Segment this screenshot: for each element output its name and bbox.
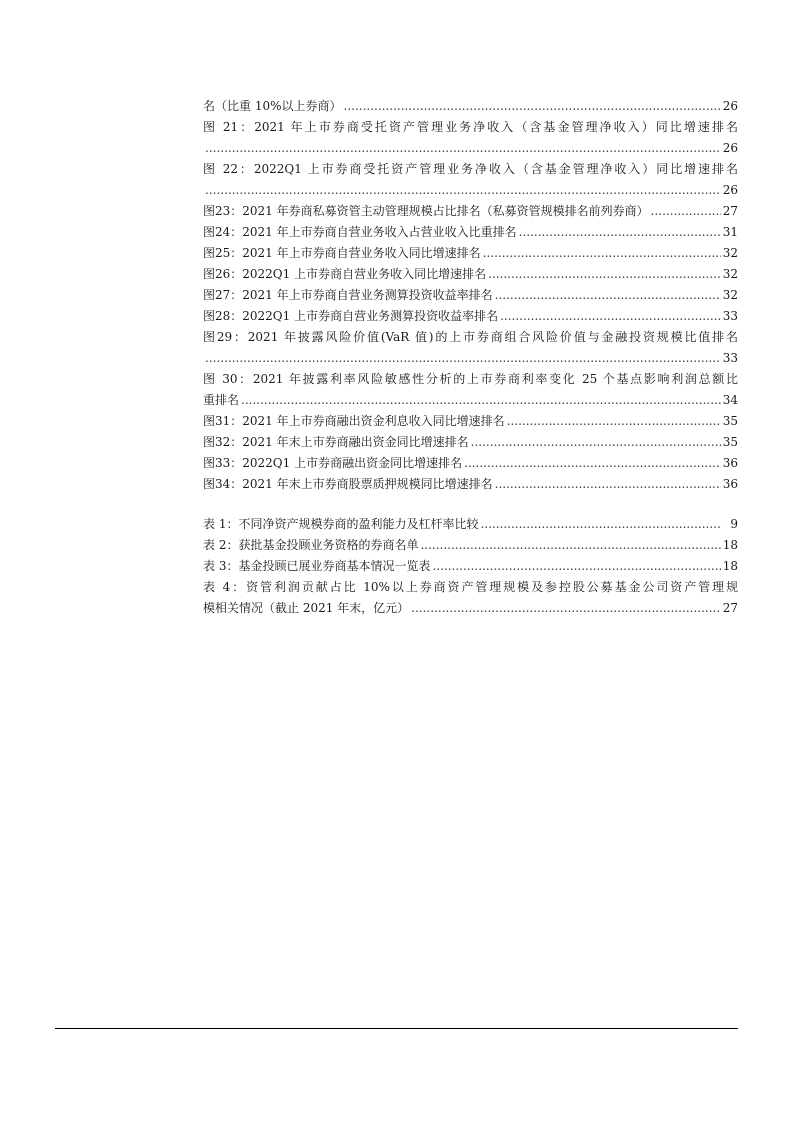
figure-entry[interactable] [203, 117, 738, 159]
figure-entry[interactable] [203, 243, 738, 264]
dot-leader [464, 453, 721, 474]
figure-entry[interactable] [203, 432, 738, 453]
figure-entry-title-line: 图 21：2021 年上市券商受托资产管理业务净收入（含基金管理净收入）同比增速排名 [203, 120, 738, 134]
page-number: 31 [722, 225, 738, 239]
dot-leader [432, 556, 720, 577]
list-of-figures [203, 96, 738, 495]
figure-entry[interactable] [203, 222, 738, 243]
dot-leader [241, 390, 721, 411]
page-number: 35 [722, 414, 738, 428]
figure-entry-line [203, 96, 738, 117]
figure-entry-line [203, 285, 738, 306]
dot-leader [480, 514, 722, 535]
page-number: 35 [722, 435, 738, 449]
figure-entry-line [203, 222, 738, 243]
figure-entry[interactable] [203, 474, 738, 495]
figure-entry[interactable] [203, 327, 738, 369]
figure-entry-line [203, 390, 738, 411]
table-entry-title: 表 1：不同净资产规模券商的盈利能力及杠杆率比较 [203, 517, 479, 531]
table-entry-title: 表 2：获批基金投顾业务资格的券商名单 [203, 538, 419, 552]
table-entry-line [203, 535, 738, 556]
table-entry-title-line: 表 4：资管利润贡献占比 10%以上券商资产管理规模及参控股公募基金公司资产管理规 [203, 580, 738, 594]
figure-entry[interactable] [203, 411, 738, 432]
dot-leader [519, 222, 721, 243]
figure-entry-title: 图33：2022Q1 上市券商融出资金同比增速排名 [203, 456, 463, 470]
figure-entry-line [203, 306, 738, 327]
figure-entry-title: 图27：2021 年上市券商自营业务测算投资收益率排名 [203, 288, 493, 302]
dot-leader [420, 535, 720, 556]
page-number: 9 [730, 517, 738, 531]
table-of-contents [203, 96, 738, 619]
table-entry-line [203, 598, 738, 619]
section-gap [203, 495, 738, 514]
page-number: 26 [722, 141, 738, 155]
figure-entry-title: 图24：2021 年上市券商自营业务收入占营业收入比重排名 [203, 225, 517, 239]
figure-entry-title: 图26：2022Q1 上市券商自营业务收入同比增速排名 [203, 267, 487, 281]
figure-entry[interactable] [203, 306, 738, 327]
dot-leader [507, 411, 721, 432]
table-entry[interactable] [203, 556, 738, 577]
figure-entry-title: 图25：2021 年上市券商自营业务收入同比增速排名 [203, 246, 481, 260]
table-entry-title: 模相关情况（截止 2021 年末，亿元） [203, 601, 410, 615]
figure-entry-title: 图32：2021 年末上市券商融出资金同比增速排名 [203, 435, 469, 449]
page-number: 27 [722, 204, 738, 218]
figure-entry-title: 图28：2022Q1 上市券商自营业务测算投资收益率排名 [203, 309, 499, 323]
page-number: 18 [722, 538, 738, 552]
figure-entry-title: 名（比重 10%以上券商） [203, 99, 342, 113]
dot-leader [495, 285, 721, 306]
list-of-tables [203, 514, 738, 619]
dot-leader [205, 138, 721, 159]
figure-entry-title: 图31：2021 年上市券商融出资金利息收入同比增速排名 [203, 414, 505, 428]
figure-entry-title-line: 图 22：2022Q1 上市券商受托资产管理业务净收入（含基金管理净收入）同比增速排名 [203, 162, 738, 176]
dot-leader [205, 180, 721, 201]
dot-leader [483, 243, 721, 264]
figure-entry[interactable] [203, 96, 738, 117]
dot-leader [495, 474, 721, 495]
page-number: 34 [722, 393, 738, 407]
dot-leader [411, 598, 721, 619]
figure-entry[interactable] [203, 201, 738, 222]
footer-rule [55, 1028, 738, 1029]
table-entry-line [203, 514, 738, 535]
dot-leader [205, 348, 721, 369]
dot-leader [488, 264, 721, 285]
figure-entry-line [203, 453, 738, 474]
table-entry-line [203, 556, 738, 577]
page-number: 18 [722, 559, 738, 573]
table-entry[interactable] [203, 577, 738, 619]
figure-entry-line [203, 474, 738, 495]
figure-entry-line [203, 180, 738, 201]
figure-entry-title: 图23：2021 年券商私募资管主动管理规模占比排名（私募资管规模排名前列券商） [203, 204, 649, 218]
figure-entry-title-line: 图29：2021 年披露风险价值(VaR 值)的上市券商组合风险价值与金融投资规模比值排名 [203, 330, 738, 344]
page-number: 33 [722, 351, 738, 365]
figure-entry-line [203, 348, 738, 369]
page-number: 32 [722, 267, 738, 281]
page-number: 36 [722, 456, 738, 470]
page-number: 32 [722, 246, 738, 260]
page-number: 26 [722, 183, 738, 197]
figure-entry-line [203, 138, 738, 159]
figure-entry-title-line: 图 30：2021 年披露利率风险敏感性分析的上市券商利率变化 25 个基点影响利润总额比 [203, 372, 738, 386]
figure-entry-line [203, 432, 738, 453]
figure-entry-line [203, 243, 738, 264]
figure-entry-title: 重排名 [203, 393, 240, 407]
table-entry[interactable] [203, 535, 738, 556]
page-number: 36 [722, 477, 738, 491]
figure-entry[interactable] [203, 285, 738, 306]
page-number: 27 [722, 601, 738, 615]
dot-leader [500, 306, 721, 327]
page-number: 33 [722, 309, 738, 323]
figure-entry[interactable] [203, 159, 738, 201]
figure-entry-line [203, 264, 738, 285]
figure-entry[interactable] [203, 369, 738, 411]
table-entry-title: 表 3：基金投顾已展业券商基本情况一览表 [203, 559, 431, 573]
figure-entry-line [203, 201, 738, 222]
figure-entry-title: 图34：2021 年末上市券商股票质押规模同比增速排名 [203, 477, 493, 491]
figure-entry[interactable] [203, 264, 738, 285]
page-number: 32 [722, 288, 738, 302]
dot-leader [651, 201, 721, 222]
figure-entry-line [203, 411, 738, 432]
dot-leader [471, 432, 721, 453]
dot-leader [344, 96, 721, 117]
table-entry[interactable] [203, 514, 738, 535]
page-number: 26 [722, 99, 738, 113]
figure-entry[interactable] [203, 453, 738, 474]
